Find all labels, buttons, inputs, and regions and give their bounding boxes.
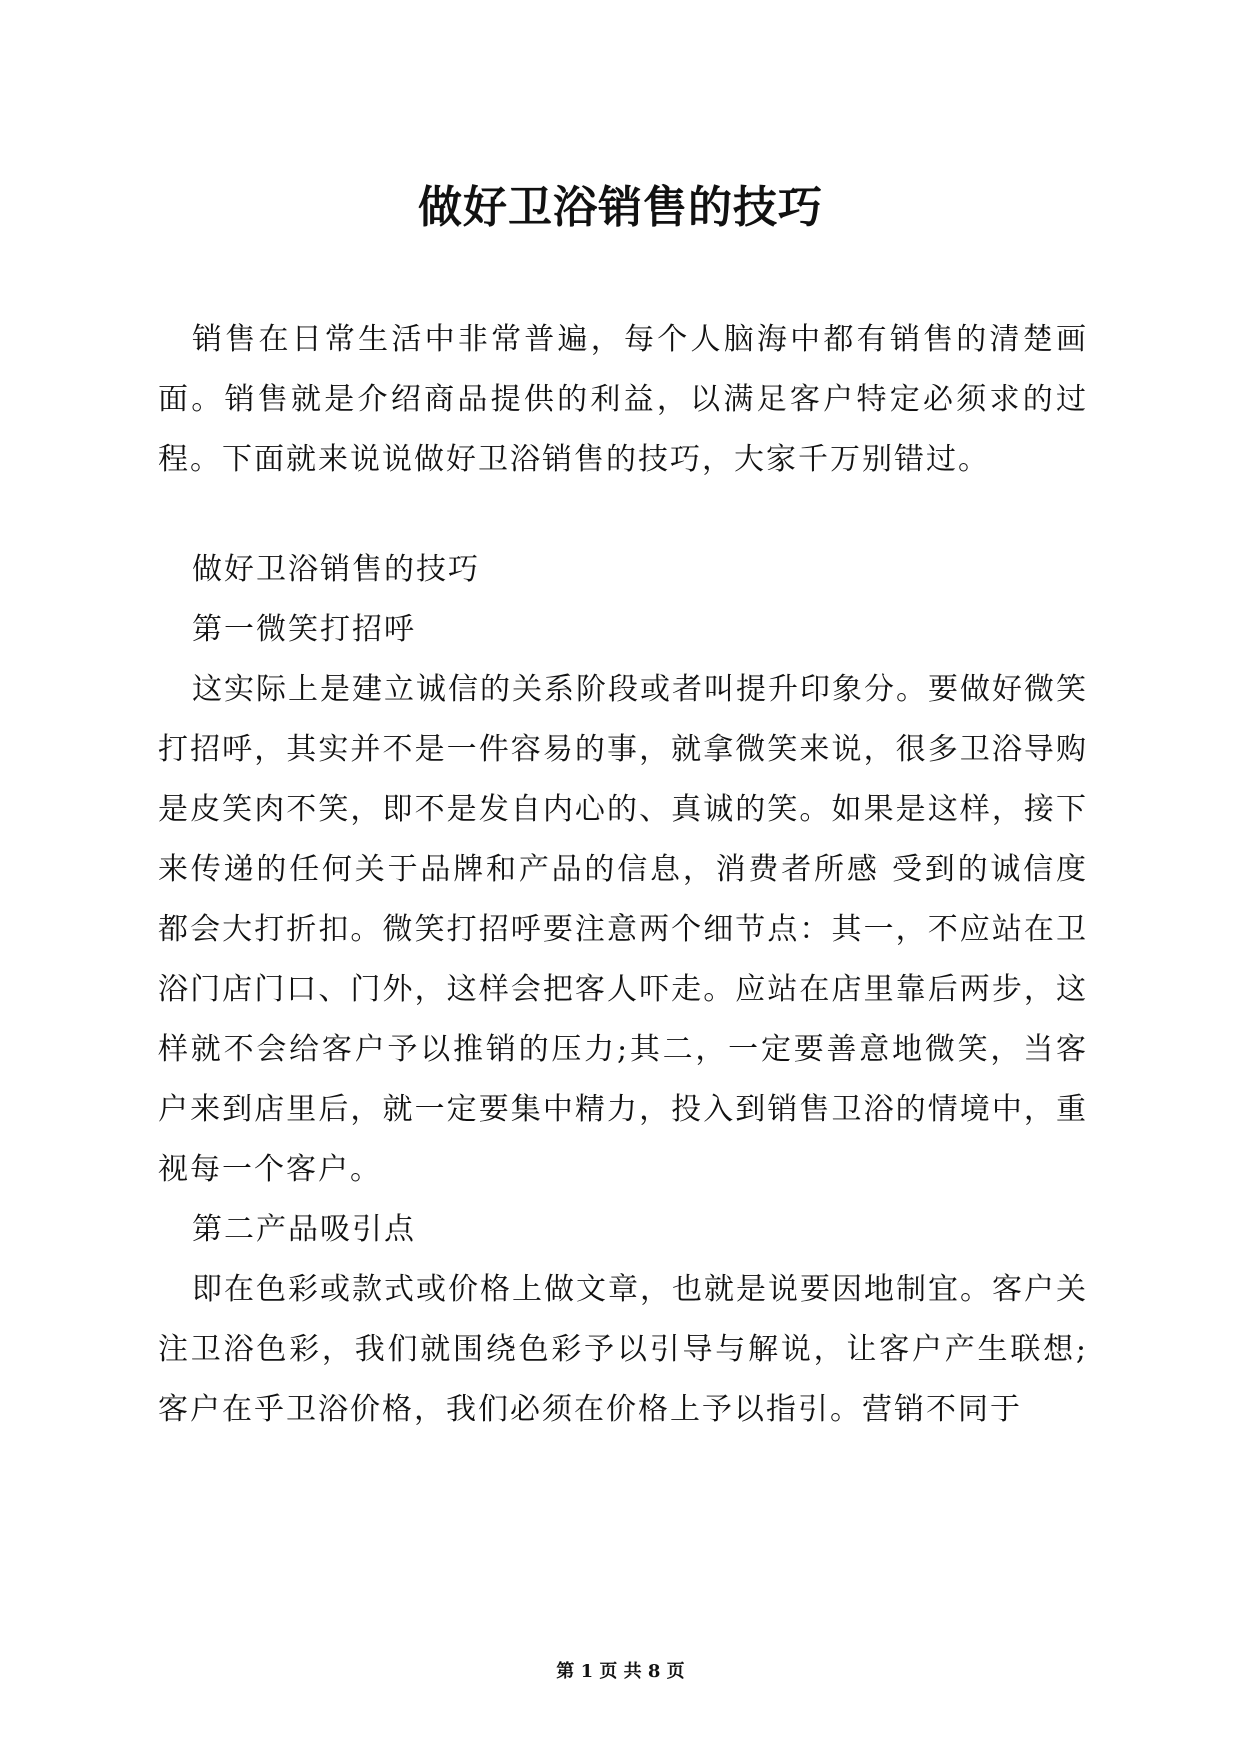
section-title: 做好卫浴销售的技巧 — [192, 552, 480, 587]
document-title: 做好卫浴销售的技巧 — [418, 182, 823, 233]
intro-paragraph: 销售在日常生活中非常普遍，每个人脑海中都有销售的清楚画面。销售就是介绍商品提供的利益，以满足客户特定必须求的过程。下面就来说说做好卫浴销售的技巧，大家千万别错过。 — [158, 322, 1088, 477]
section-2-heading: 第二产品吸引点 — [192, 1212, 416, 1247]
section-1-paragraph: 这实际上是建立诚信的关系阶段或者叫提升印象分。要做好微笑 打招呼，其实并不是一件容易的事，就拿微笑来说，很多卫浴导购是皮笑肉不笑，即不是发自内心的、真诚的笑。如果是这样，接下来传递的任何关于品牌和产品的信息，消费者所感 受到的诚信度都会大打折扣。微笑打招呼要注意两个细节点：其一，不应站在卫浴门店门口、门外，这样会把客人吓走。应站在店里靠后两步，这样就不会给客户予以推销的压力;其二，一定要善意地微笑，当客户来到店里后，就一定要集中精力，投入到销售卫浴的情境中，重视每一个客户。 — [158, 672, 1088, 1187]
section-1-heading: 第一微笑打招呼 — [192, 612, 416, 647]
section-2-paragraph: 即在色彩或款式或价格上做文章，也就是说要因地制宜。客户关注卫浴色彩，我们就围绕色彩予以引导与解说，让客户产生联想;客户在乎卫浴价格，我们必须在价格上予以指引。营销不同于 — [158, 1272, 1088, 1427]
document-body — [158, 310, 1088, 1440]
page-footer: 第 1 页 共 8 页 — [556, 1661, 685, 1682]
